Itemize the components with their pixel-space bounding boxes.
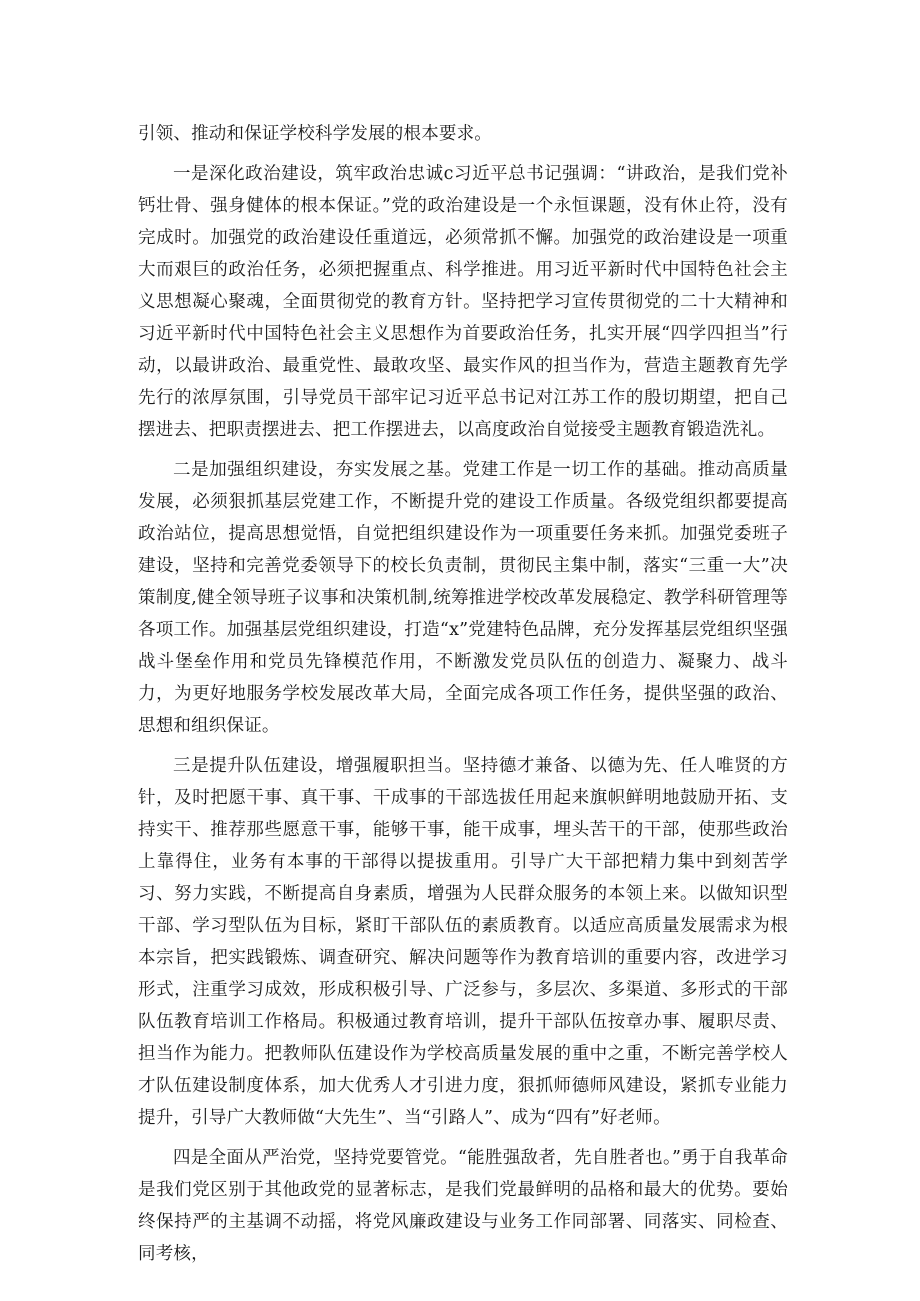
paragraph-continuation: 引领、推动和保证学校科学发展的根本要求。	[138, 124, 492, 144]
paragraph-strict-party-governance: 四是全面从严治党，坚持党要管党。“能胜强敌者，先自胜者也。”勇于自我革命是我们党区别于其他政党的显著标志，是我们党最鲜明的品格和最大的优势。要始终保持严的主基调不动摇，将党风廉政建设与业务工作同部署、同落实、同检查、同考核，	[138, 1148, 788, 1264]
paragraph-team-building: 三是提升队伍建设，增强履职担当。坚持德才兼备、以德为先、任人唯贤的方针，及时把愿干事、真干事、干成事的干部选拔任用起来旗帜鲜明地鼓励开拓、支持实干、推荐那些愿意干事，能够干事，能干成事，埋头苦干的干部，使那些政治上靠得住，业务有本事的干部得以提拔重用。引导广大干部把精力集中到刻苦学习、努力实践，不断提高自身素质，增强为人民群众服务的本领上来。以做知识型干部、学习型队伍为目标，紧盯干部队伍的素质教育。以适应高质量发展需求为根本宗旨，把实践锻炼、调查研究、解决问题等作为教育培训的重要内容，改进学习形式，注重学习成效，形成积极引导、广泛参与，多层次、多渠道、多形式的干部队伍教育培训工作格局。积极通过教育培训，提升干部队伍按章办事、履职尽责、担当作为能力。把教师队伍建设作为学校高质量发展的重中之重，不断完善学校人才队伍建设制度体系，加大优秀人才引进力度，狠抓师德师风建设，紧抓专业能力提升，引导广大教师做“大先生”、当“引路人”、成为“四有”好老师。	[138, 756, 788, 1128]
document-page	[138, 118, 788, 1278]
paragraph-organization-building: 二是加强组织建设，夯实发展之基。党建工作是一切工作的基础。推动高质量发展，必须狠抓基层党建工作，不断提升党的建设工作质量。各级党组织都要提高政治站位，提高思想觉悟，自觉把组织建设作为一项重要任务来抓。加强党委班子建设，坚持和完善党委领导下的校长负责制，贯彻民主集中制，落实“三重一大”决策制度,健全领导班子议事和决策机制,统筹推进学校改革发展稳定、教学科研管理等各项工作。加强基层党组织建设，打造“x”党建特色品牌，充分发挥基层党组织坚强战斗堡垒作用和党员先锋模范作用，不断激发党员队伍的创造力、凝聚力、战斗力，为更好地服务学校发展改革大局，全面完成各项工作任务，提供坚强的政治、思想和组织保证。	[138, 460, 788, 736]
paragraph-political-building: 一是深化政治建设，筑牢政治忠诚c习近平总书记强调：“讲政治，是我们党补钙壮骨、强身健体的根本保证。”党的政治建设是一个永恒课题，没有休止符，没有完成时。加强党的政治建设任重道远，必须常抓不懈。加强党的政治建设是一项重大而艰巨的政治任务，必须把握重点、科学推进。用习近平新时代中国特色社会主义思想凝心聚魂，全面贯彻党的教育方针。坚持把学习宣传贯彻党的二十大精神和习近平新时代中国特色社会主义思想作为首要政治任务，扎实开展“四学四担当”行动，以最讲政治、最重党性、最敢攻坚、最实作风的担当作为，营造主题教育先学先行的浓厚氛围，引导党员干部牢记习近平总书记对江苏工作的殷切期望，把自己摆进去、把职责摆进去、把工作摆进去，以高度政治自觉接受主题教育锻造洗礼。	[138, 164, 788, 440]
